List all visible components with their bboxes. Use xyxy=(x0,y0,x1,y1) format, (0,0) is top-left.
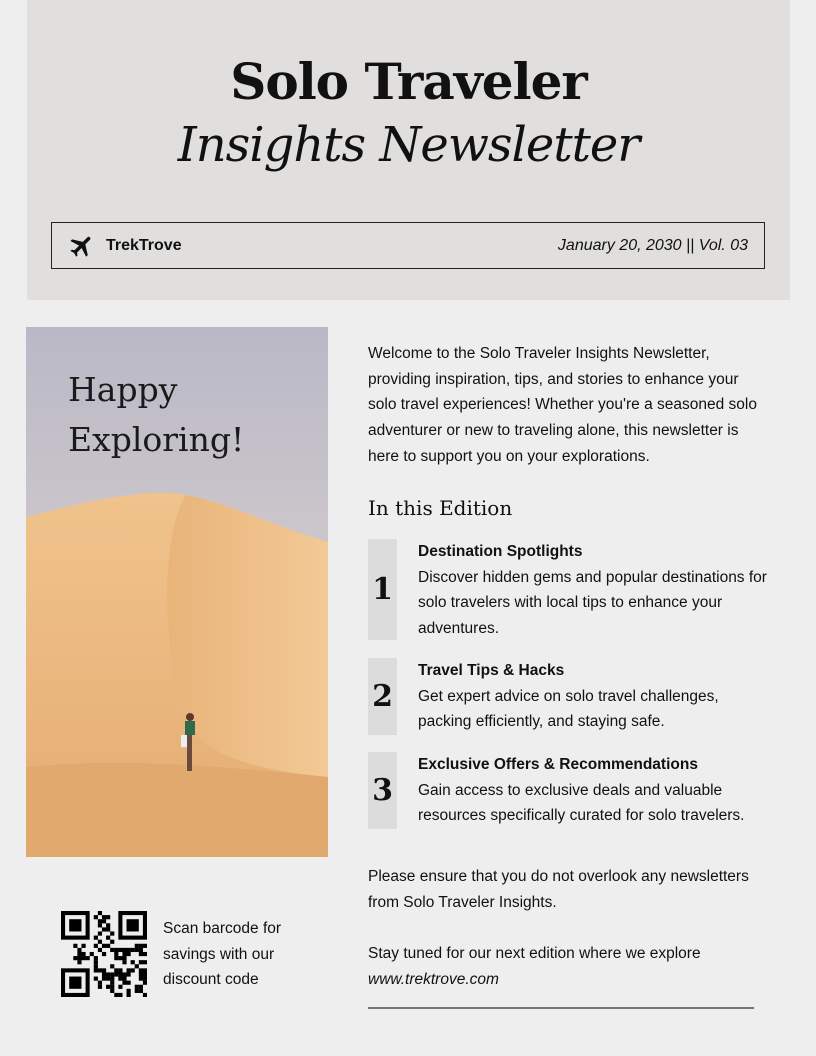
item-title: Travel Tips & Hacks xyxy=(418,662,565,679)
item-title: Exclusive Offers & Recommendations xyxy=(418,756,698,773)
date-volume: January 20, 2030 || Vol. 03 xyxy=(557,236,748,254)
title-line-1: Solo Traveler xyxy=(230,52,587,111)
item-number: 1 xyxy=(368,539,397,640)
divider xyxy=(368,1007,754,1009)
item-text: Gain access to exclusive deals and valuable resources specifically curated for solo travelers. xyxy=(418,781,745,825)
item-title: Destination Spotlights xyxy=(418,543,583,560)
qr-code-icon[interactable] xyxy=(61,911,147,997)
item-text: Get expert advice on solo travel challenges, packing efficiently, and staying safe. xyxy=(418,687,719,731)
info-bar xyxy=(51,222,765,269)
edition-heading: In this Edition xyxy=(368,496,513,520)
reminder-text: Please ensure that you do not overlook any newsletters from Solo Traveler Insights. xyxy=(368,868,749,911)
qr-caption: Scan barcode for savings with our discount code xyxy=(163,920,282,989)
stay-tuned-text: Stay tuned for our next edition where we explore xyxy=(368,945,701,962)
website-link[interactable]: www.trektrove.com xyxy=(368,971,499,988)
desert-photo xyxy=(26,327,328,857)
intro-text: Welcome to the Solo Traveler Insights Newsletter, providing inspiration, tips, and stories to enhance your solo travel experiences! Whether you're a seasoned solo adventurer or new to traveling alone, this newsletter is here to support you on your explorations. xyxy=(368,345,757,465)
title-line-2: Insights Newsletter xyxy=(177,117,640,173)
item-number: 2 xyxy=(368,658,397,735)
item-number: 3 xyxy=(368,752,397,829)
airplane-icon xyxy=(68,232,96,260)
masthead xyxy=(27,0,790,300)
item-text: Discover hidden gems and popular destinations for solo travelers with local tips to enhance your adventures. xyxy=(418,568,767,638)
brand-name: TrekTrove xyxy=(106,236,182,254)
photo-caption: Happy Exploring! xyxy=(68,370,245,459)
